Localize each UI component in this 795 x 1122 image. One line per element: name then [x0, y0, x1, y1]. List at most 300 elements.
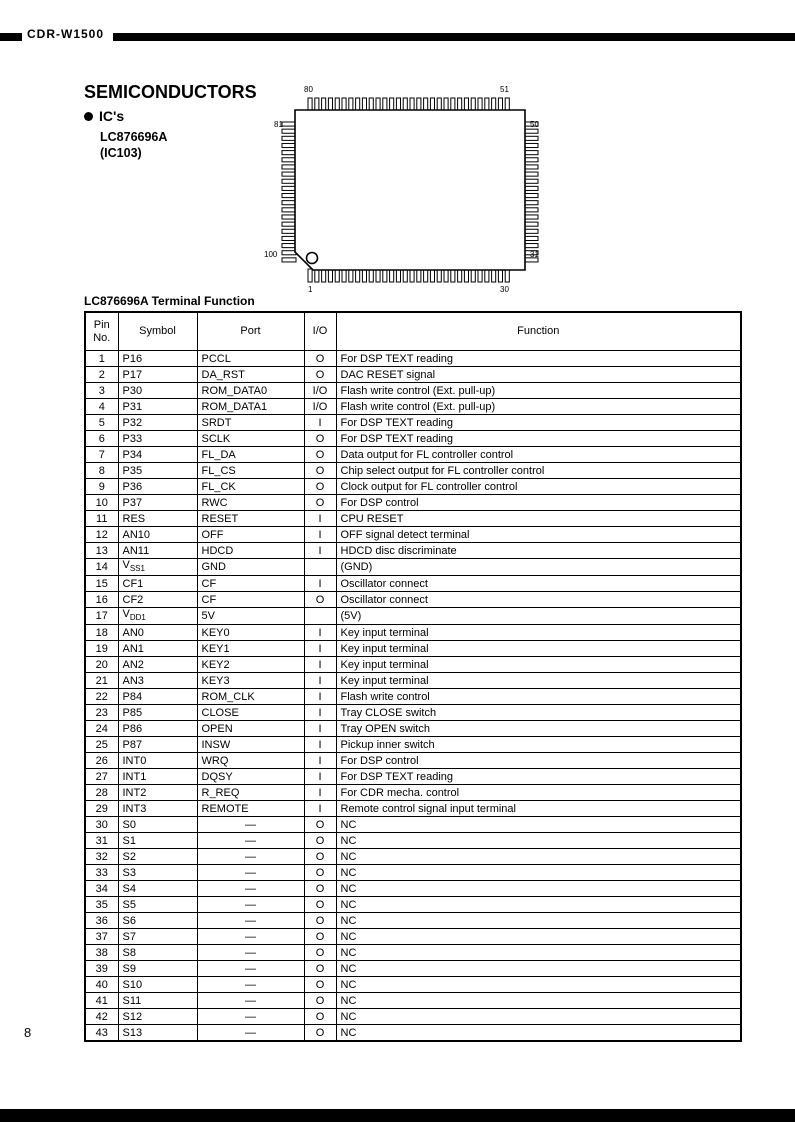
page-number: 8	[24, 1025, 32, 1040]
symbol-cell: P37	[118, 495, 197, 511]
io-cell: O	[304, 1009, 336, 1025]
symbol-cell: AN0	[118, 625, 197, 641]
pin-no-cell: 23	[85, 705, 118, 721]
function-cell: Key input terminal	[336, 641, 741, 657]
terminal-function-table	[84, 311, 742, 1042]
port-cell: —	[197, 945, 304, 961]
port-cell: KEY2	[197, 657, 304, 673]
table-row	[85, 721, 741, 737]
pin-label-1: 1	[308, 285, 313, 294]
chip-pin	[417, 98, 421, 111]
pin-no-cell: 37	[85, 929, 118, 945]
port-cell: KEY0	[197, 625, 304, 641]
symbol-cell: S13	[118, 1025, 197, 1042]
port-cell: RWC	[197, 495, 304, 511]
port-cell: —	[197, 1025, 304, 1042]
col-header-function: Function	[336, 312, 741, 351]
function-cell: For DSP control	[336, 753, 741, 769]
io-cell: I	[304, 785, 336, 801]
symbol-cell: P33	[118, 431, 197, 447]
table-row	[85, 576, 741, 592]
io-cell: O	[304, 945, 336, 961]
table-row	[85, 865, 741, 881]
function-cell: Data output for FL controller control	[336, 447, 741, 463]
chip-pin	[282, 186, 296, 190]
pin-no-cell: 40	[85, 977, 118, 993]
chip-pin	[356, 269, 360, 282]
chip-pin	[524, 194, 538, 198]
table-row	[85, 785, 741, 801]
port-cell: SRDT	[197, 415, 304, 431]
port-cell: —	[197, 849, 304, 865]
chip-pin	[315, 269, 319, 282]
table-row	[85, 849, 741, 865]
symbol-cell: S12	[118, 1009, 197, 1025]
chip-pin	[335, 98, 339, 111]
symbol-cell: $V_{SS1}$	[118, 559, 197, 576]
io-cell: I	[304, 576, 336, 592]
io-cell: O	[304, 929, 336, 945]
symbol-cell: P34	[118, 447, 197, 463]
port-cell: CLOSE	[197, 705, 304, 721]
function-cell: NC	[336, 1025, 741, 1042]
chip-pin	[282, 251, 296, 255]
symbol-cell: S3	[118, 865, 197, 881]
io-cell: O	[304, 849, 336, 865]
port-cell: KEY1	[197, 641, 304, 657]
chip-pin	[282, 194, 296, 198]
col-header-pin-no: Pin No.	[85, 312, 118, 351]
function-cell: For DSP control	[336, 495, 741, 511]
chip-pin	[524, 136, 538, 140]
function-cell: NC	[336, 865, 741, 881]
port-cell: FL_DA	[197, 447, 304, 463]
symbol-cell: P30	[118, 383, 197, 399]
function-cell: Key input terminal	[336, 673, 741, 689]
function-cell: For CDR mecha. control	[336, 785, 741, 801]
function-cell: (GND)	[336, 559, 741, 576]
chip-pin	[437, 98, 441, 111]
function-cell: NC	[336, 881, 741, 897]
chip-pin	[458, 98, 462, 111]
symbol-cell: P16	[118, 351, 197, 367]
table-row	[85, 817, 741, 833]
port-cell: INSW	[197, 737, 304, 753]
port-cell: DA_RST	[197, 367, 304, 383]
table-row	[85, 769, 741, 785]
chip-pin	[282, 229, 296, 233]
symbol-cell: S2	[118, 849, 197, 865]
pin-no-cell: 30	[85, 817, 118, 833]
chip-pin	[282, 136, 296, 140]
table-row	[85, 801, 741, 817]
table-row	[85, 511, 741, 527]
function-cell: NC	[336, 817, 741, 833]
chip-pin	[282, 236, 296, 240]
terminal-table-body	[85, 351, 741, 1042]
table-row	[85, 641, 741, 657]
chip-pin	[369, 269, 373, 282]
io-cell: O	[304, 881, 336, 897]
function-cell: Flash write control (Ext. pull-up)	[336, 399, 741, 415]
chip-pin	[485, 98, 489, 111]
symbol-cell: P84	[118, 689, 197, 705]
function-cell: Chip select output for FL controller control	[336, 463, 741, 479]
io-cell: O	[304, 865, 336, 881]
io-cell: I	[304, 801, 336, 817]
port-cell: OFF	[197, 527, 304, 543]
pin-no-cell: 6	[85, 431, 118, 447]
pin-label-50: 50	[530, 120, 539, 129]
pin-no-cell: 19	[85, 641, 118, 657]
table-row	[85, 737, 741, 753]
symbol-cell: P17	[118, 367, 197, 383]
chip-pin	[390, 98, 394, 111]
chip-pin	[478, 98, 482, 111]
chip-pin	[524, 215, 538, 219]
io-cell: I	[304, 705, 336, 721]
symbol-cell: AN2	[118, 657, 197, 673]
table-row	[85, 431, 741, 447]
pin-label-31: 31	[530, 250, 539, 259]
io-cell: I	[304, 737, 336, 753]
symbol-cell: S1	[118, 833, 197, 849]
io-cell: I	[304, 721, 336, 737]
col-header-symbol: Symbol	[118, 312, 197, 351]
function-cell: HDCD disc discriminate	[336, 543, 741, 559]
chip-pin	[282, 179, 296, 183]
port-cell: GND	[197, 559, 304, 576]
symbol-cell: S11	[118, 993, 197, 1009]
port-cell: —	[197, 881, 304, 897]
chip-pin	[308, 98, 312, 111]
symbol-cell: AN11	[118, 543, 197, 559]
chip-pin	[282, 244, 296, 248]
pin1-indicator-icon	[307, 253, 318, 264]
symbol-cell: CF1	[118, 576, 197, 592]
function-cell: Key input terminal	[336, 657, 741, 673]
pin-no-cell: 12	[85, 527, 118, 543]
io-cell: O	[304, 817, 336, 833]
table-row	[85, 929, 741, 945]
chip-pin	[524, 222, 538, 226]
pin-label-100: 100	[264, 250, 278, 259]
table-row	[85, 543, 741, 559]
chip-pin	[524, 179, 538, 183]
symbol-cell: P86	[118, 721, 197, 737]
port-cell: ROM_CLK	[197, 689, 304, 705]
pin-no-cell: 26	[85, 753, 118, 769]
header-rule-left	[0, 33, 22, 41]
pin-label-81: 81	[274, 120, 283, 129]
function-cell: For DSP TEXT reading	[336, 415, 741, 431]
chip-pin	[282, 201, 296, 205]
pin-no-cell: 20	[85, 657, 118, 673]
io-cell: O	[304, 913, 336, 929]
chip-pin	[349, 269, 353, 282]
header-rule-right	[113, 33, 795, 41]
pin-no-cell: 3	[85, 383, 118, 399]
io-cell: O	[304, 977, 336, 993]
port-cell: —	[197, 977, 304, 993]
chip-pin	[524, 151, 538, 155]
pin-no-cell: 25	[85, 737, 118, 753]
io-cell: O	[304, 367, 336, 383]
chip-pin	[376, 98, 380, 111]
table-row	[85, 447, 741, 463]
port-cell: CF	[197, 576, 304, 592]
symbol-cell: $V_{DD1}$	[118, 608, 197, 625]
pin-no-cell: 10	[85, 495, 118, 511]
footer-rule	[0, 1109, 795, 1122]
chip-pin	[410, 98, 414, 111]
function-cell: For DSP TEXT reading	[336, 431, 741, 447]
table-row	[85, 945, 741, 961]
chip-pin	[335, 269, 339, 282]
function-cell: NC	[336, 961, 741, 977]
function-cell: NC	[336, 1009, 741, 1025]
chip-pin	[524, 186, 538, 190]
function-cell: NC	[336, 897, 741, 913]
io-cell: O	[304, 961, 336, 977]
chip-pin	[322, 269, 326, 282]
model-number: CDR-W1500	[27, 27, 105, 41]
pin-no-cell: 35	[85, 897, 118, 913]
table-row	[85, 608, 741, 625]
symbol-cell: P85	[118, 705, 197, 721]
chip-pin	[396, 269, 400, 282]
chip-pin	[328, 98, 332, 111]
symbol-cell: INT3	[118, 801, 197, 817]
table-row	[85, 383, 741, 399]
table-row	[85, 1009, 741, 1025]
chip-pin	[349, 98, 353, 111]
chip-pin	[282, 143, 296, 147]
chip-reference: (IC103)	[100, 146, 142, 160]
port-cell: —	[197, 961, 304, 977]
pin-no-cell: 2	[85, 367, 118, 383]
chip-pin	[524, 244, 538, 248]
function-cell: CPU RESET	[336, 511, 741, 527]
chip-pin	[478, 269, 482, 282]
chip-pin	[498, 98, 502, 111]
io-cell: I	[304, 657, 336, 673]
table-row	[85, 753, 741, 769]
function-cell: NC	[336, 945, 741, 961]
chip-pin	[524, 208, 538, 212]
chip-pin	[524, 129, 538, 133]
chip-pin	[383, 269, 387, 282]
chip-pin	[282, 151, 296, 155]
function-cell: Tray CLOSE switch	[336, 705, 741, 721]
chip-pin	[282, 172, 296, 176]
col-header-io: I/O	[304, 312, 336, 351]
port-cell: R_REQ	[197, 785, 304, 801]
chip-pin	[328, 269, 332, 282]
io-cell: I	[304, 769, 336, 785]
pin-no-cell: 5	[85, 415, 118, 431]
port-cell: —	[197, 833, 304, 849]
symbol-cell: S10	[118, 977, 197, 993]
table-row	[85, 625, 741, 641]
table-row	[85, 415, 741, 431]
table-row	[85, 559, 741, 576]
io-cell: O	[304, 993, 336, 1009]
chip-pin	[524, 172, 538, 176]
symbol-cell: S6	[118, 913, 197, 929]
function-cell: Remote control signal input terminal	[336, 801, 741, 817]
pin-no-cell: 9	[85, 479, 118, 495]
chip-pin	[430, 269, 434, 282]
pin-no-cell: 7	[85, 447, 118, 463]
io-cell: I/O	[304, 399, 336, 415]
chip-pin	[282, 129, 296, 133]
io-cell: O	[304, 479, 336, 495]
chip-pin	[471, 98, 475, 111]
chip-pin	[524, 158, 538, 162]
table-row	[85, 897, 741, 913]
port-cell: —	[197, 993, 304, 1009]
io-cell: O	[304, 495, 336, 511]
chip-pin	[424, 269, 428, 282]
function-cell: (5V)	[336, 608, 741, 625]
port-cell: KEY3	[197, 673, 304, 689]
bullet-icon	[84, 112, 93, 121]
io-cell	[304, 559, 336, 576]
port-cell: —	[197, 1009, 304, 1025]
symbol-cell: S4	[118, 881, 197, 897]
table-row	[85, 689, 741, 705]
table-row	[85, 913, 741, 929]
chip-pin	[282, 208, 296, 212]
chip-pin	[485, 269, 489, 282]
table-row	[85, 527, 741, 543]
table-row	[85, 657, 741, 673]
symbol-cell: CF2	[118, 592, 197, 608]
port-cell: —	[197, 929, 304, 945]
pin-no-cell: 28	[85, 785, 118, 801]
chip-body	[295, 110, 525, 270]
io-cell: I	[304, 527, 336, 543]
section-title: SEMICONDUCTORS	[84, 82, 257, 102]
port-cell: REMOTE	[197, 801, 304, 817]
chip-pin	[417, 269, 421, 282]
port-cell: CF	[197, 592, 304, 608]
table-row	[85, 961, 741, 977]
pin-no-cell: 11	[85, 511, 118, 527]
port-cell: HDCD	[197, 543, 304, 559]
io-cell: O	[304, 833, 336, 849]
chip-pin	[458, 269, 462, 282]
port-cell: 5V	[197, 608, 304, 625]
io-cell: O	[304, 463, 336, 479]
chip-pin	[464, 98, 468, 111]
function-cell: NC	[336, 993, 741, 1009]
chip-pin	[471, 269, 475, 282]
pin-no-cell: 33	[85, 865, 118, 881]
symbol-cell: P35	[118, 463, 197, 479]
io-cell: I	[304, 689, 336, 705]
table-row	[85, 977, 741, 993]
pin-no-cell: 24	[85, 721, 118, 737]
pin-no-cell: 36	[85, 913, 118, 929]
port-cell: SCLK	[197, 431, 304, 447]
port-cell: —	[197, 865, 304, 881]
chip-pin	[403, 98, 407, 111]
table-row	[85, 351, 741, 367]
chip-pin	[524, 143, 538, 147]
table-row	[85, 705, 741, 721]
function-cell: Oscillator connect	[336, 592, 741, 608]
chip-pin	[369, 98, 373, 111]
symbol-cell: S9	[118, 961, 197, 977]
table-row	[85, 479, 741, 495]
port-cell: PCCL	[197, 351, 304, 367]
function-cell: For DSP TEXT reading	[336, 769, 741, 785]
table-row	[85, 367, 741, 383]
chip-pin	[444, 98, 448, 111]
chip-pin	[444, 269, 448, 282]
chip-pin	[396, 98, 400, 111]
chip-pin	[524, 236, 538, 240]
chip-pin	[505, 98, 509, 111]
function-cell: For DSP TEXT reading	[336, 351, 741, 367]
function-cell: Pickup inner switch	[336, 737, 741, 753]
chip-pin	[282, 122, 296, 126]
chip-pin	[505, 269, 509, 282]
symbol-cell: S8	[118, 945, 197, 961]
pin-label-51: 51	[500, 85, 509, 94]
chip-pin	[342, 269, 346, 282]
chip-pin	[430, 98, 434, 111]
chip-pin	[437, 269, 441, 282]
port-cell: —	[197, 913, 304, 929]
port-cell: ROM_DATA1	[197, 399, 304, 415]
pin-no-cell: 43	[85, 1025, 118, 1042]
io-cell: I	[304, 625, 336, 641]
pin-no-cell: 29	[85, 801, 118, 817]
table-row	[85, 673, 741, 689]
chip-pin	[390, 269, 394, 282]
port-cell: FL_CS	[197, 463, 304, 479]
pin-no-cell: 41	[85, 993, 118, 1009]
pin-no-cell: 16	[85, 592, 118, 608]
symbol-cell: S0	[118, 817, 197, 833]
table-row	[85, 993, 741, 1009]
function-cell: NC	[336, 977, 741, 993]
function-cell: Tray OPEN switch	[336, 721, 741, 737]
symbol-cell: S5	[118, 897, 197, 913]
symbol-cell: AN3	[118, 673, 197, 689]
table-row	[85, 881, 741, 897]
function-cell: NC	[336, 929, 741, 945]
table-row	[85, 592, 741, 608]
io-cell: O	[304, 351, 336, 367]
symbol-cell: AN1	[118, 641, 197, 657]
pin-no-cell: 38	[85, 945, 118, 961]
table-row	[85, 833, 741, 849]
chip-pin	[282, 158, 296, 162]
chip-pin	[342, 98, 346, 111]
function-cell: NC	[336, 833, 741, 849]
table-row	[85, 399, 741, 415]
table-row	[85, 495, 741, 511]
pin-no-cell: 8	[85, 463, 118, 479]
pin-no-cell: 13	[85, 543, 118, 559]
function-cell: Key input terminal	[336, 625, 741, 641]
symbol-cell: INT1	[118, 769, 197, 785]
ics-label: IC's	[99, 108, 125, 124]
